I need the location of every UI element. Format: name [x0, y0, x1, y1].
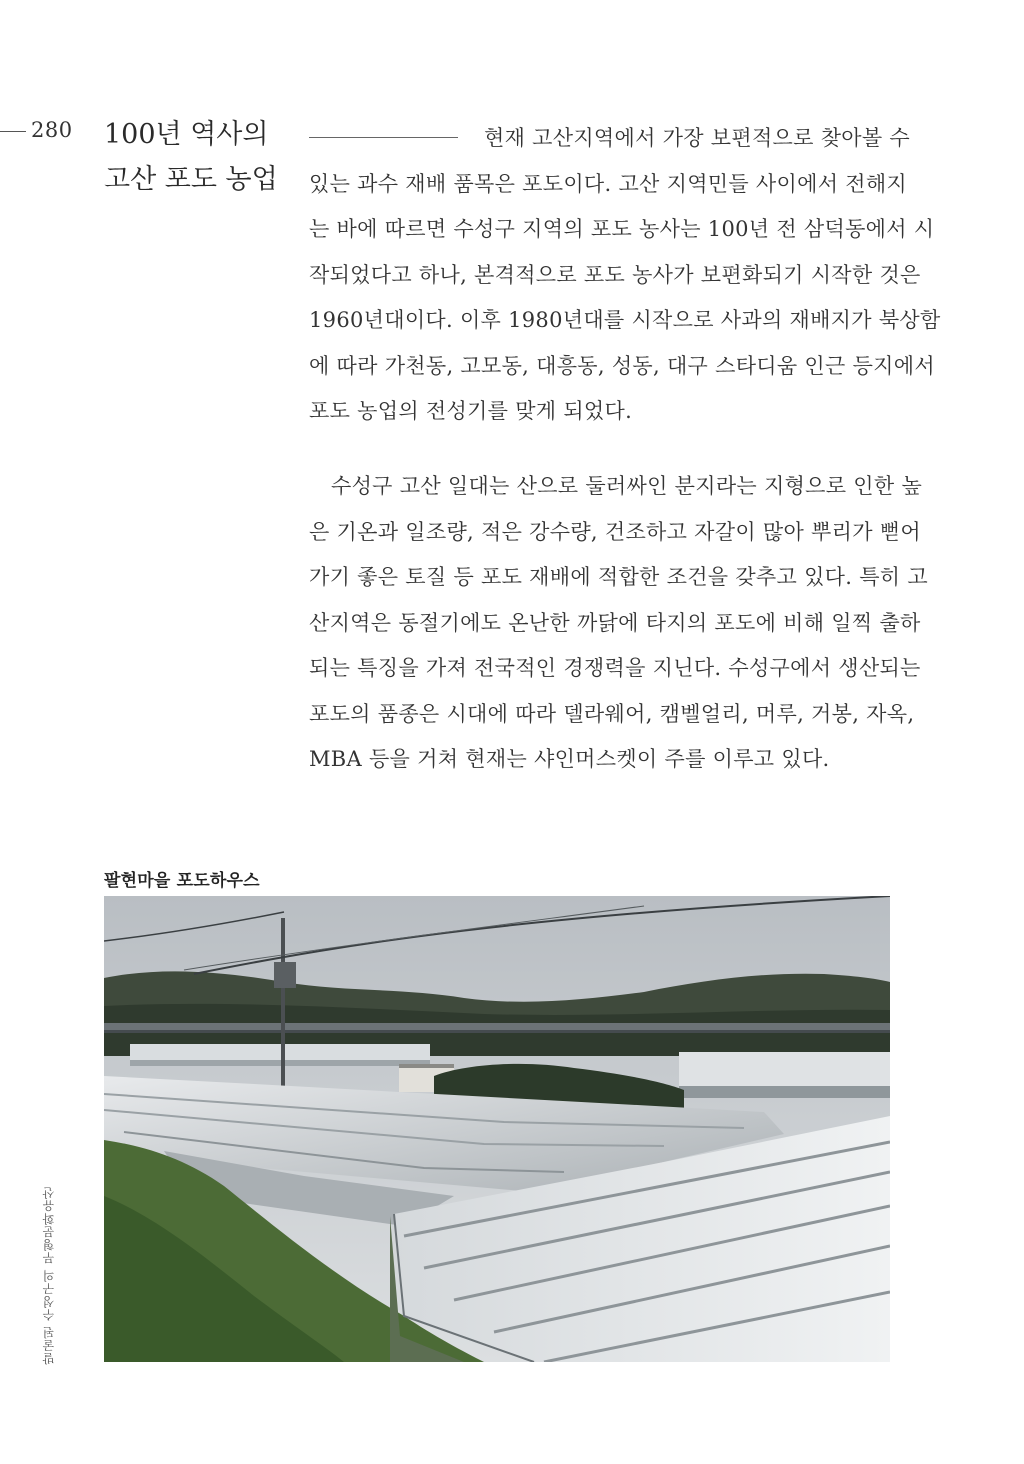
- paragraph-line: 가기 좋은 토질 등 포도 재배에 적합한 조건을 갖추고 있다. 특히 고: [309, 565, 928, 589]
- photo-caption: 팔현마을 포도하우스: [104, 871, 260, 891]
- section-title: [104, 112, 294, 202]
- paragraph-line: 포도 농업의 전성기를 맞게 되었다.: [309, 399, 633, 423]
- paragraph-line: MBA 등을 거쳐 현재는 샤인머스켓이 주를 이루고 있다.: [309, 747, 830, 771]
- page-number-rule: [0, 131, 26, 132]
- paragraph-line: 수성구 고산 일대는 산으로 둘러싸인 분지라는 지형으로 인한 높: [331, 474, 923, 498]
- paragraph-line: 포도의 품종은 시대에 따라 델라웨어, 캠벨얼리, 머루, 거봉, 자옥,: [309, 701, 915, 726]
- paragraph-line: 현재 고산지역에서 가장 보편적으로 찾아볼 수: [484, 126, 911, 150]
- paragraph-line: 1960년대이다. 이후 1980년대를 시작으로 사과의 재배지가 북상함: [309, 308, 941, 332]
- paragraph-line: 는 바에 따르면 수성구 지역의 포도 농사는 100년 전 삼덕동에서 시: [309, 217, 935, 241]
- body-paragraph: [309, 116, 941, 435]
- page-number: 280: [31, 118, 73, 142]
- footer-book-title: 발굴된 수성구의 무형문화유산: [42, 1186, 56, 1365]
- section-title-line: 고산 포도 농업: [104, 164, 278, 195]
- paragraph-line: 에 따라 가천동, 고모동, 대흥동, 성동, 대구 스타디움 인근 등지에서: [309, 353, 935, 378]
- paragraph-line: 산지역은 동절기에도 온난한 까닭에 타지의 포도에 비해 일찍 출하: [309, 610, 921, 635]
- paragraph-line: 은 기온과 일조량, 적은 강수량, 건조하고 자갈이 많아 뿌리가 뻗어: [309, 519, 921, 544]
- section-title-line: 100년 역사의: [104, 119, 269, 150]
- greenhouse-photo: [104, 896, 890, 1362]
- body-paragraph: [309, 464, 928, 783]
- paragraph-line: 작되었다고 하나, 본격적으로 포도 농사가 보편화되기 시작한 것은: [309, 262, 921, 287]
- paragraph-line: 되는 특징을 가져 전국적인 경쟁력을 지닌다. 수성구에서 생산되는: [309, 656, 921, 680]
- paragraph-line: 있는 과수 재배 품목은 포도이다. 고산 지역민들 사이에서 전해지: [309, 171, 908, 196]
